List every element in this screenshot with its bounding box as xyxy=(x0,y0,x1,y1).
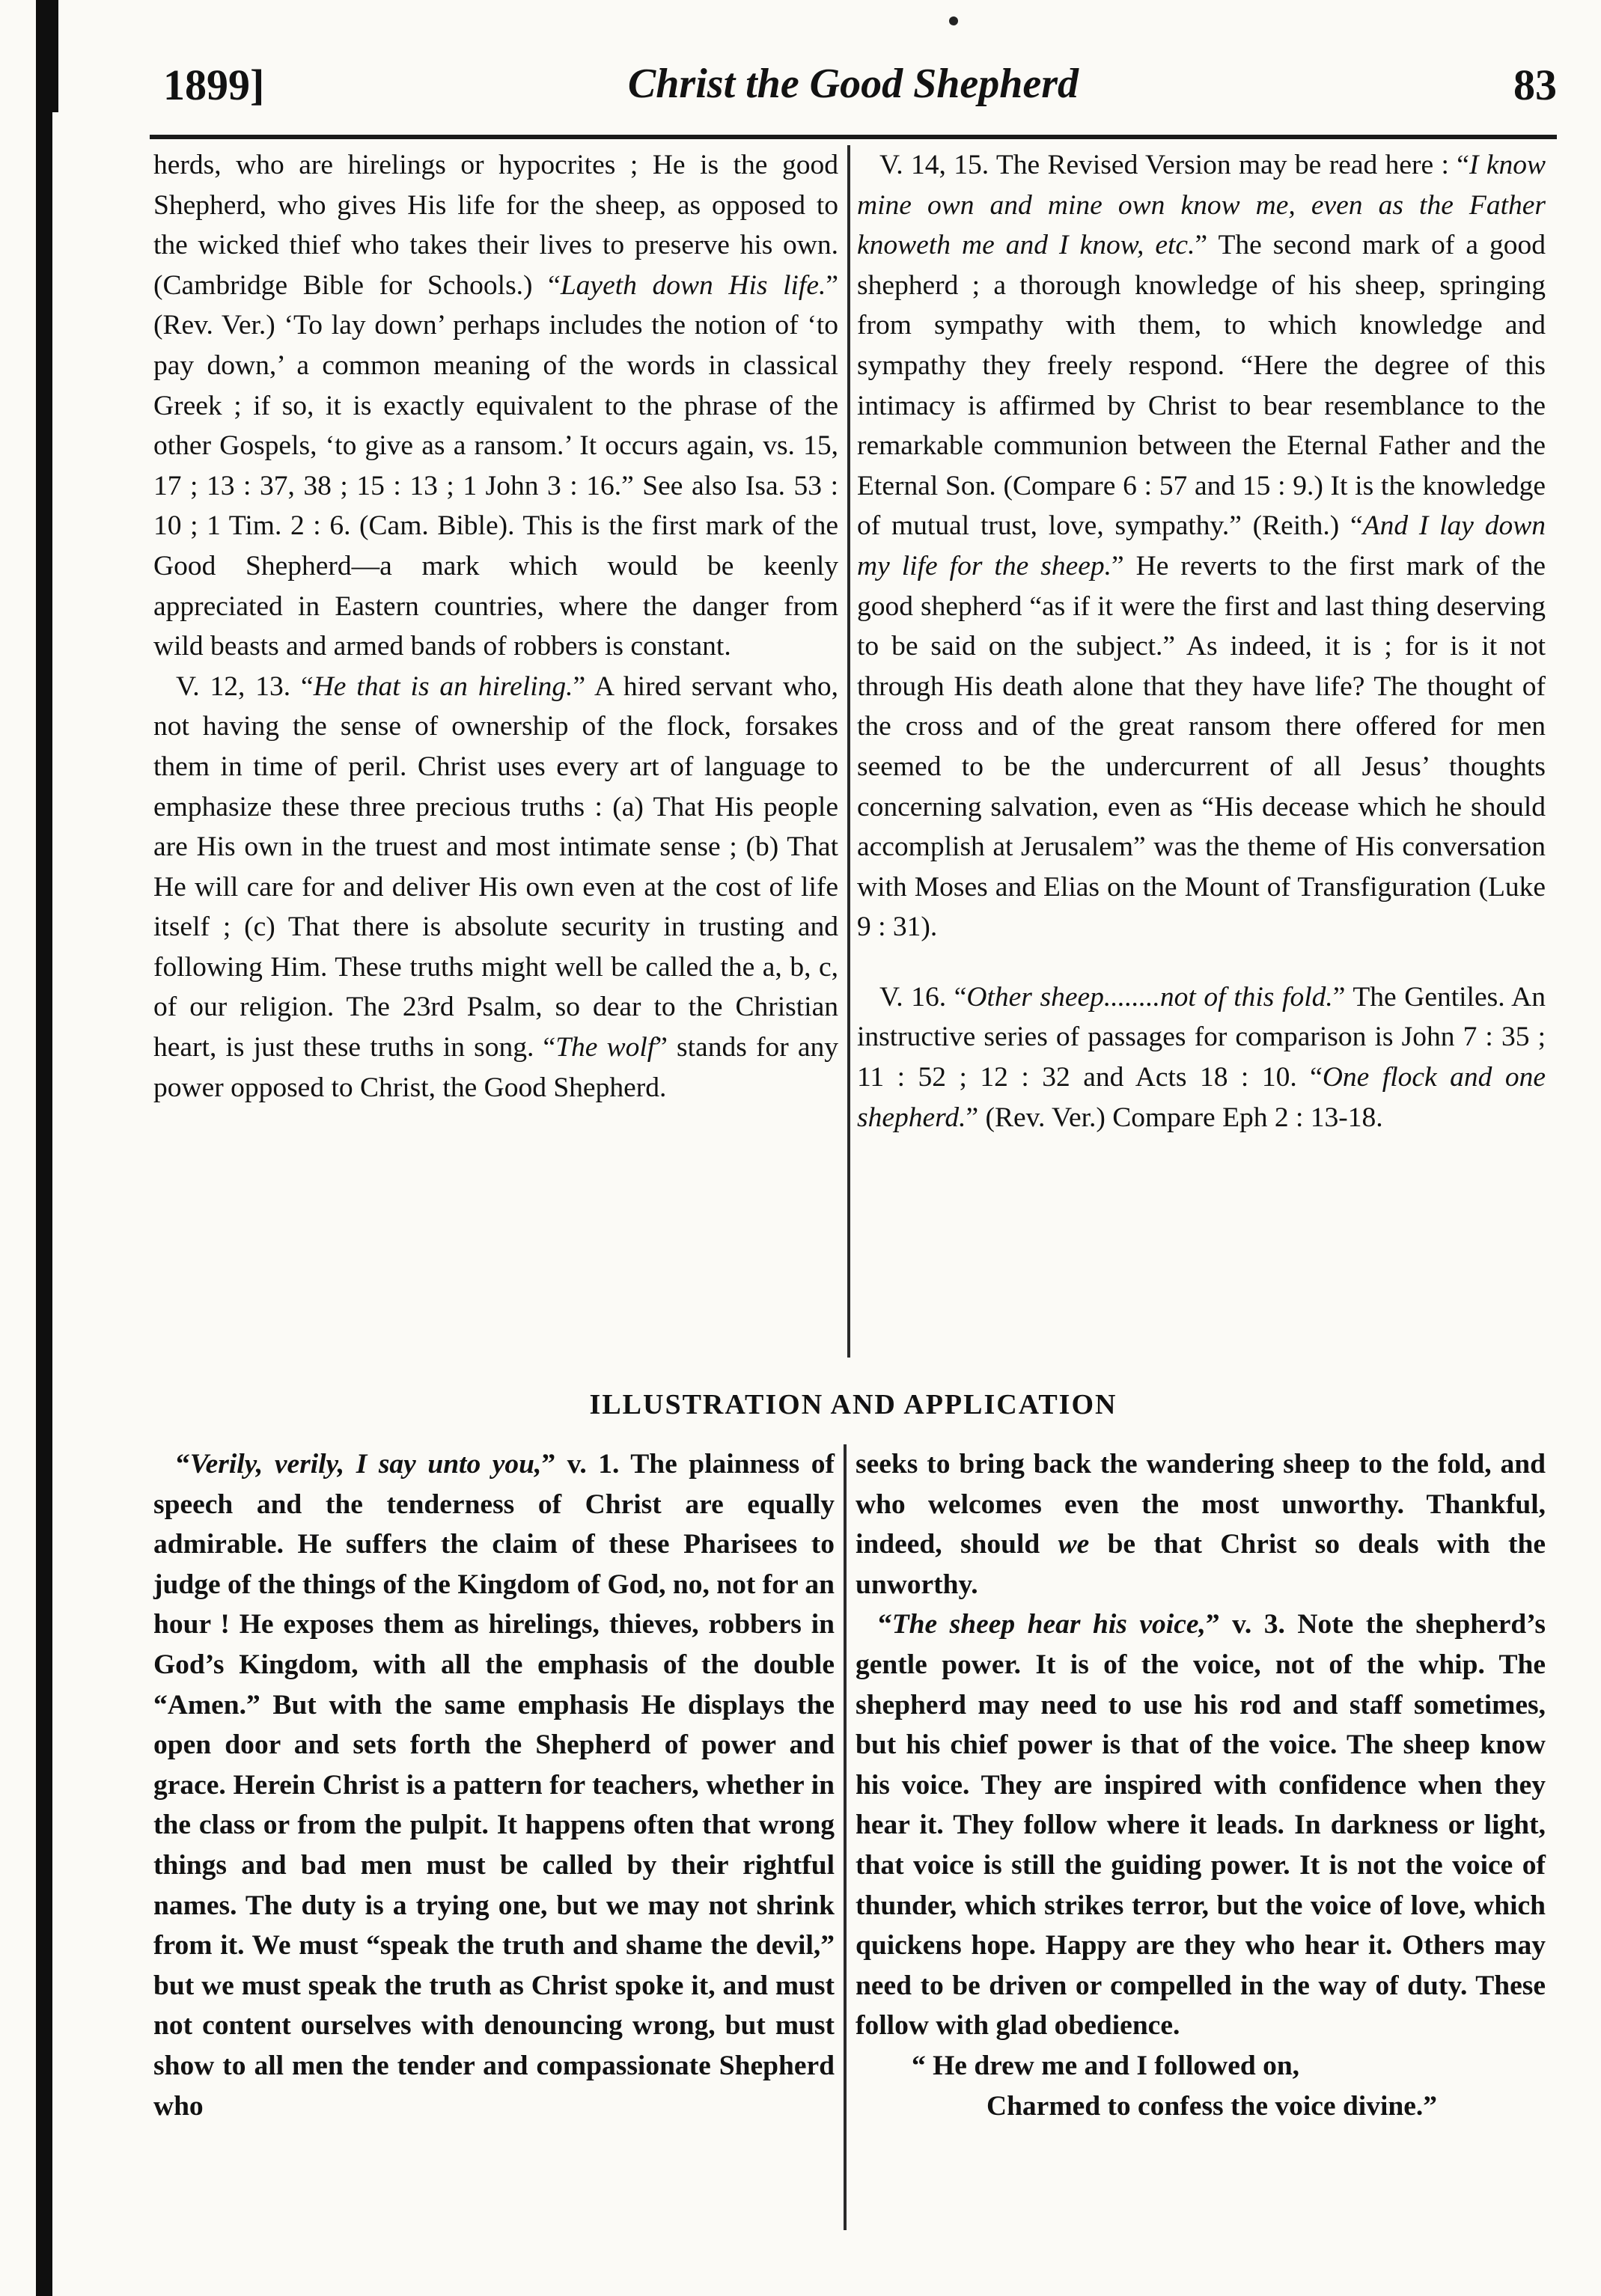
verse-line-1: “ He drew me and I followed on, xyxy=(912,2050,1300,2081)
body-text: ” v. 3. Note the shepherd’s gentle power. It is of the voice, not of the whip. The shepherd may need to use his rod and staff sometimes, but his chief power is that of the voice. The sheep know his voice. They are inspired with confidence when they hear it. They follow where it leads. In darkness or light, that voice is still the guiding power. It is not the voice of thunder, which strikes terror, but the voice of love, which quickens hope. Happy are they who hear it. Others may need to be driven or compelled in the way of duty. These follow with glad obedience. xyxy=(856,1609,1546,2042)
emphasis-text: we xyxy=(1058,1529,1090,1560)
scan-speck xyxy=(949,16,958,25)
page-spine-shadow xyxy=(36,0,52,2296)
body-text: V. 14, 15. The Revised Version may be read here : “ xyxy=(879,150,1469,180)
emphasis-text: I know mine own and mine own know me, even as the Father knoweth me and I know, etc. xyxy=(857,150,1546,261)
emphasis-text: Verily, verily, I say unto you, xyxy=(189,1449,542,1480)
body-text: ” (Rev. Ver.) Compare Eph 2 : 13-18. xyxy=(966,1102,1383,1133)
commentary-right-column xyxy=(857,145,1546,1373)
body-text: “ xyxy=(176,1449,190,1480)
emphasis-text: The sheep hear his voice, xyxy=(891,1609,1206,1640)
body-text: be that Christ so deals with the unworthy. xyxy=(856,1529,1546,1600)
section-heading: ILLUSTRATION AND APPLICATION xyxy=(589,1389,1117,1420)
column-divider xyxy=(847,145,850,1358)
commentary-left-column xyxy=(153,145,838,1373)
emphasis-text: He that is an hireling. xyxy=(313,671,573,702)
body-text: ” v. 1. The plainness of speech and the tenderness of Christ are equally admirable. He suffers the claim of these Pharisees to judge of the things of the Kingdom of God, no, not for an hour ! He exposes them as hirelings, thieves, robbers in God’s Kingdom, with all the emphasis of the double “Amen.” But with the same emphasis He displays the open door and sets forth the Shepherd of power and grace. Herein Christ is a pattern for teachers, whether in the class or from the pulpit. It happens often that wrong things and bad men must be called by their rightful names. The duty is a trying one, but we may not shrink from it. We must “speak the truth and shame the devil,” but we must speak the truth as Christ spoke it, and must not content ourselves with denouncing wrong, but must show to all men the tender and compassionate Shepherd who xyxy=(153,1449,835,2122)
body-text: herds, who are hirelings or hypocrites ; He is the good Shepherd, who gives His life for the sheep, as opposed to the wicked thief who takes their lives to preserve his own. (Cambridge Bible for Schools.) “ xyxy=(153,150,838,301)
emphasis-text: Other sheep........not of this fold. xyxy=(966,981,1333,1013)
illustration-left-column xyxy=(153,1444,835,2253)
body-text: ” A hired servant who, not having the sense of ownership of the flock, forsakes them in time of peril. Christ uses every art of language to emphasize these three precious truths : (a) That His people are His own in the truest and most intimate sense ; (b) That He will care for and deliver His own even at the cost of life itself ; (c) That there is absolute security in trusting and following Him. These truths might well be called the a, b, c, of our religion. The 23rd Psalm, so dear to the Christian heart, is just these truths in song. “ xyxy=(153,671,838,1063)
illustration-right-column xyxy=(856,1444,1546,2253)
paragraph-lays-down-life xyxy=(153,145,838,667)
body-text: “ xyxy=(878,1609,892,1640)
running-title: Christ the Good Shepherd xyxy=(627,61,1079,107)
body-text: ” The second mark of a good shepherd ; a thorough knowledge of his sheep, springing from sympathy with them, to which knowledge and sympathy they freely respond. “Here the degree of this intimacy is affirmed by Christ to bear resemblance to the remarkable communion between the Eternal Father and the Eternal Son. (Compare 6 : 57 and 15 : 9.) It is the knowledge of mutual trust, love, sympathy.” (Reith.) “ xyxy=(857,230,1546,542)
emphasis-text: The wolf xyxy=(555,1032,656,1063)
illustration-column-divider xyxy=(844,1444,847,2230)
emphasis-text: And I lay down my life for the sheep. xyxy=(857,510,1546,581)
body-text: ” He reverts to the first mark of the good shepherd “as if it were the first and last thing deserving to be said on the subject.” As indeed, it is ; for is it not through His death alone that they have life? The thought of the cross and of the great ransom there offered for men seemed to be the undercurrent of all Jesus’ thoughts concerning salvation, even as “His decease which he should accomplish at Jerusalem” was the theme of His conversation with Moses and Elias on the Mount of Transfiguration (Luke 9 : 31). xyxy=(857,550,1546,943)
body-text: V. 12, 13. “ xyxy=(176,671,314,702)
body-text: ” (Rev. Ver.) ‘To lay down’ perhaps includes the notion of ‘to pay down,’ a common meaning of the words in classical Greek ; if so, it is exactly equivalent to the phrase of the other Gospels, ‘to give as a ransom.’ It occurs again, vs. 15, 17 ; 13 : 37, 38 ; 15 : 13 ; 1 John 3 : 16.” See also Isa. 53 : 10 ; 1 Tim. 2 : 6. (Cam. Bible). This is the first mark of the Good Shepherd—a mark which would be keenly appreciated in Eastern countries, where the danger from wild beasts and armed bands of robbers is constant. xyxy=(153,269,838,662)
page-number: 83 xyxy=(1513,61,1557,109)
body-text: V. 16. “ xyxy=(879,981,967,1013)
verse-line-2: Charmed to confess the voice divine.” xyxy=(986,2090,1438,2122)
paragraph-hireling xyxy=(153,667,838,1108)
paragraph-seeks-to-bring-back xyxy=(856,1444,1546,1605)
body-text: ” The Gentiles. An instructive series of passages for comparison is John 7 : 35 ; 11 : 52 ; 12 : 32 and Acts 18 : 10. “ xyxy=(857,981,1546,1093)
page-spine-shadow-top xyxy=(46,0,58,112)
paragraph-other-sheep xyxy=(857,977,1546,1138)
page-header xyxy=(150,54,1557,114)
paragraph-sheep-hear-voice xyxy=(856,1605,1546,2046)
year-label: 1899] xyxy=(163,61,265,109)
paragraph-know-mine-own xyxy=(857,145,1546,947)
paragraph-verily-verily xyxy=(153,1444,835,2126)
emphasis-text: Layeth down His life. xyxy=(560,269,826,301)
body-text: ” stands for any power opposed to Christ, the Good Shepherd. xyxy=(153,1032,839,1103)
header-rule xyxy=(150,135,1557,139)
body-text: seeks to bring back the wandering sheep to the fold, and who welcomes even the most unworthy. Thankful, indeed, should xyxy=(856,1449,1546,1560)
emphasis-text: One flock and one shepherd. xyxy=(857,1062,1546,1133)
